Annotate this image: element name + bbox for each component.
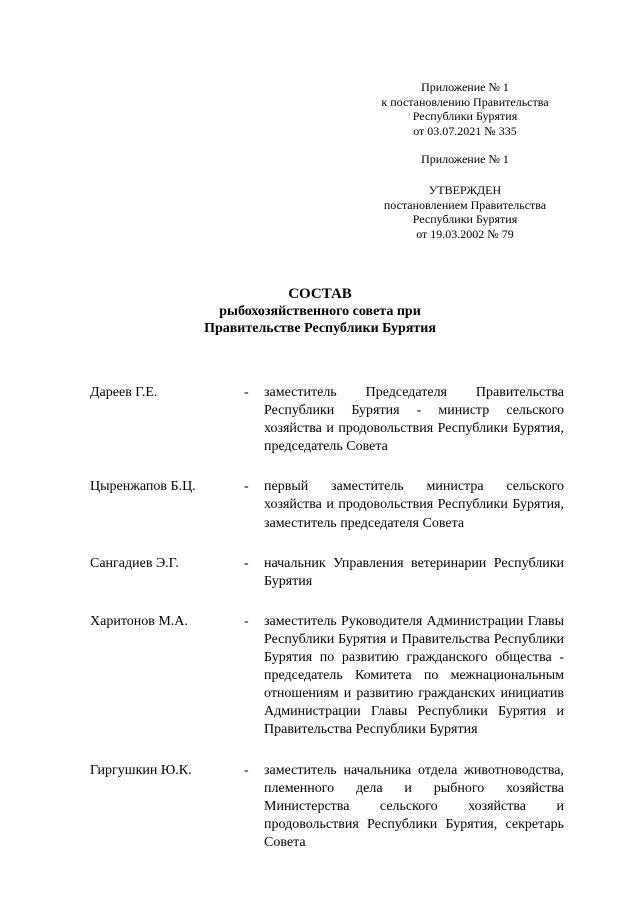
member-row xyxy=(90,555,570,591)
member-name: Цыренжапов Б.Ц. xyxy=(90,479,196,495)
member-dash: - xyxy=(244,479,249,495)
members-list xyxy=(90,384,570,852)
member-role: заместитель Председателя Правительства Республики Бурятия - министр сельского хозяйства и продовольствия Республики Бурятия, председатель Совета xyxy=(264,385,564,455)
appendix-original-block xyxy=(360,152,570,167)
member-name: Сангадиев Э.Г. xyxy=(90,555,179,571)
member-dash: - xyxy=(244,613,249,629)
member-dash: - xyxy=(244,385,249,400)
member-role: заместитель начальника отдела животноводства, племенного дела и рыбного хозяйства Министерства сельского хозяйства и продовольствия Республики Бурятия, секретарь Совета xyxy=(264,762,564,850)
appendix-current-line3: Республики Бурятия xyxy=(412,109,518,123)
member-name: Дареев Г.Е. xyxy=(90,385,158,400)
approved-line3: Республики Бурятия xyxy=(412,212,518,226)
member-role: первый заместитель министра сельского хозяйства и продовольствия Республики Бурятия, заместитель председателя Совета xyxy=(264,479,564,531)
member-row xyxy=(90,384,570,456)
title-line2: рыбохозяйственного совета при xyxy=(219,304,421,319)
appendix-current-block xyxy=(360,80,570,138)
approved-line4: от 19.03.2002 № 79 xyxy=(416,226,514,241)
approved-line2: постановлением Правительства xyxy=(383,197,547,212)
appendix-current-line1: Приложение № 1 xyxy=(421,80,509,94)
title-line3: Правительстве Республики Бурятия xyxy=(204,321,436,336)
member-row xyxy=(90,478,570,532)
member-role: заместитель Руководителя Администрации Главы Республики Бурятия и Правительства Республики Бурятия по развитию гражданского общества - председатель Комитета по межнациональным отношениям и развитию гражданских инициатив Администрации Главы Республики Бурятия и Правительства Республики Бурятия xyxy=(264,613,564,738)
member-row xyxy=(90,613,570,740)
title-main: СОСТАВ xyxy=(288,286,352,302)
approved-block xyxy=(360,183,570,241)
member-name: Гиргушкин Ю.К. xyxy=(90,762,192,778)
member-row xyxy=(90,762,570,852)
appendix-original-line1: Приложение № 1 xyxy=(421,152,509,166)
member-name: Харитонов М.А. xyxy=(90,613,188,629)
document-title xyxy=(150,286,490,337)
member-role: начальник Управления ветеринарии Республики Бурятия xyxy=(264,555,564,589)
appendix-current-line4: от 03.07.2021 № 335 xyxy=(413,123,517,138)
appendix-current-line2: к постановлению Правительства xyxy=(381,94,549,109)
member-dash: - xyxy=(244,762,249,778)
approved-line1: УТВЕРЖДЕН xyxy=(428,183,502,197)
member-dash: - xyxy=(244,555,249,571)
